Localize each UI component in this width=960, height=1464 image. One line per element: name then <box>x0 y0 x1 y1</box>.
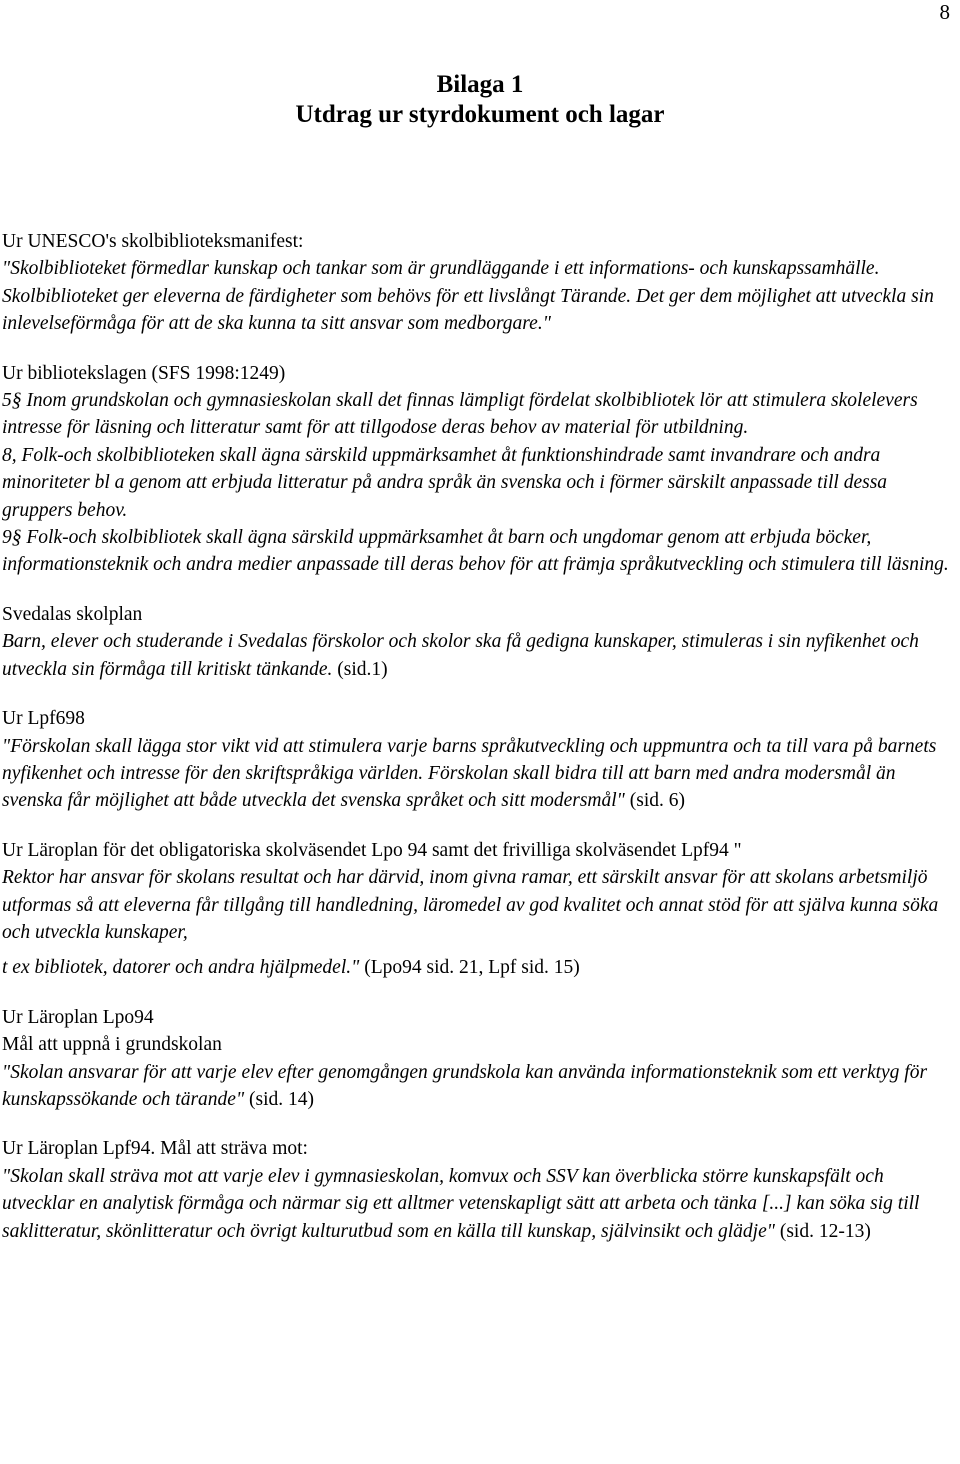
page-reference: (sid. 6) <box>624 790 685 812</box>
spacer <box>2 1113 952 1135</box>
quote-text: "Skolbiblioteket förmedlar kunskap och tankar som är grundläggande i ett informations- och kunskapssamhälle. Skolbiblioteket ger eleverna de färdigheter som behövs för ett livslångt Tärande. Det ger dem möjlighet att utveckla sin inlevelseförmåga för att de ska kunna ta sitt ansvar som medborgare." <box>2 258 934 335</box>
spacer <box>2 338 952 360</box>
quote-text: "Förskolan skall lägga stor vikt vid att stimulera varje barns språkutveckling och uppmuntra och ta till vara på barnets nyfikenhet och intresse för den skriftspråkiga världen. Förskolan skall bidra till att barn med andra modersmål än svenska får möjlighet att både utveckla det svenska språket och sitt modersmål" <box>2 735 937 812</box>
section-heading: Ur Läroplan för det obligatoriska skolväsendet Lpo 94 samt det frivilliga skolväsendet Lpf94 " <box>2 839 742 861</box>
section-lpf94 <box>2 1135 952 1245</box>
section-heading: Ur bibliotekslagen (SFS 1998:1249) <box>2 362 286 384</box>
section-lpf698 <box>2 705 952 815</box>
quote-text: "Skolan skall sträva mot att varje elev i gymnasieskolan, komvux och SSV kan överblicka större kunskapsfält och utvecklar en analytisk förmåga och närmar sig ett alltmer vetenskapligt sätt att arbeta och tänka [...] kan söka sig till saklitteratur, skönlitteratur och övrigt kulturutbud som en källa till kunskap, självinsikt och glädje" <box>2 1165 920 1242</box>
section-unesco <box>2 228 952 338</box>
section-subheading: Mål att uppnå i grundskolan <box>2 1034 222 1056</box>
spacer <box>2 946 952 954</box>
document-title <box>0 70 960 130</box>
section-bibliotekslagen <box>2 360 952 579</box>
section-heading: Ur Läroplan Lpo94 <box>2 1006 154 1028</box>
spacer <box>2 579 952 601</box>
page-reference: (sid. 14) <box>244 1088 315 1110</box>
quote-text: Rektor har ansvar för skolans resultat och har därvid, inom givna ramar, ett särskilt ansvar för att skolans arbetsmiljö utformas så att eleverna får tillgång till handledning, läromedel av god kvalitet och annat stöd för att själva kunna söka och utveckla kunskaper, <box>2 867 939 943</box>
paragraph-8: 8, Folk-och skolbiblioteken skall ägna särskild uppmärksamhet åt funktionshindrade samt invandrare och andra minoriteter bl a genom att erbjuda litteratur på andra språk än svenska och i förmer särskilt anpassade till dessa gruppers behov. <box>2 444 888 521</box>
page-number: 8 <box>939 0 950 24</box>
section-heading: Ur Lpf698 <box>2 708 85 730</box>
quote-text-continued: t ex bibliotek, datorer och andra hjälpmedel." <box>2 957 360 979</box>
paragraph-5: 5§ Inom grundskolan och gymnasieskolan skall det finnas lämpligt fördelat skolbibliotek lör att stimulera skolelevers intresse för läsning och litteratur samt för att tillgodose deras behov av material för utbildning. <box>2 390 918 439</box>
page-reference: (sid.1) <box>332 658 388 680</box>
spacer <box>2 982 952 1004</box>
quote-text: "Skolan ansvarar för att varje elev efter genomgången grundskola kan använda informationsteknik som ett verktyg för kunskapssökande och tärande" <box>2 1061 928 1110</box>
section-heading: Svedalas skolplan <box>2 603 143 625</box>
section-lpo94 <box>2 837 952 982</box>
title-line-2: Utdrag ur styrdokument och lagar <box>295 101 665 128</box>
paragraph-9: 9§ Folk-och skolbibliotek skall ägna särskild uppmärksamhet åt barn och ungdomar genom att erbjuda böcker, informationsteknik och andra medier anpassade till deras behov för att främja språkutveckling och stimulera till läsning. <box>2 527 949 576</box>
page-reference: (Lpo94 sid. 21, Lpf sid. 15) <box>359 957 580 979</box>
quote-text: Barn, elever och studerande i Svedalas förskolor och skolor ska få gedigna kunskaper, stimuleras i sin nyfikenhet och utveckla sin förmåga till kritiskt tänkande. <box>2 631 919 680</box>
spacer <box>2 683 952 705</box>
section-heading: Ur Läroplan Lpf94. Mål att sträva mot: <box>2 1138 308 1160</box>
page-reference: (sid. 12-13) <box>774 1220 871 1242</box>
document-body <box>2 228 952 1245</box>
section-heading: Ur UNESCO's skolbiblioteksmanifest: <box>2 231 304 252</box>
spacer <box>2 815 952 837</box>
title-line-1: Bilaga 1 <box>436 71 524 98</box>
section-lpo94-goal <box>2 1004 952 1114</box>
section-skolplan <box>2 601 952 683</box>
